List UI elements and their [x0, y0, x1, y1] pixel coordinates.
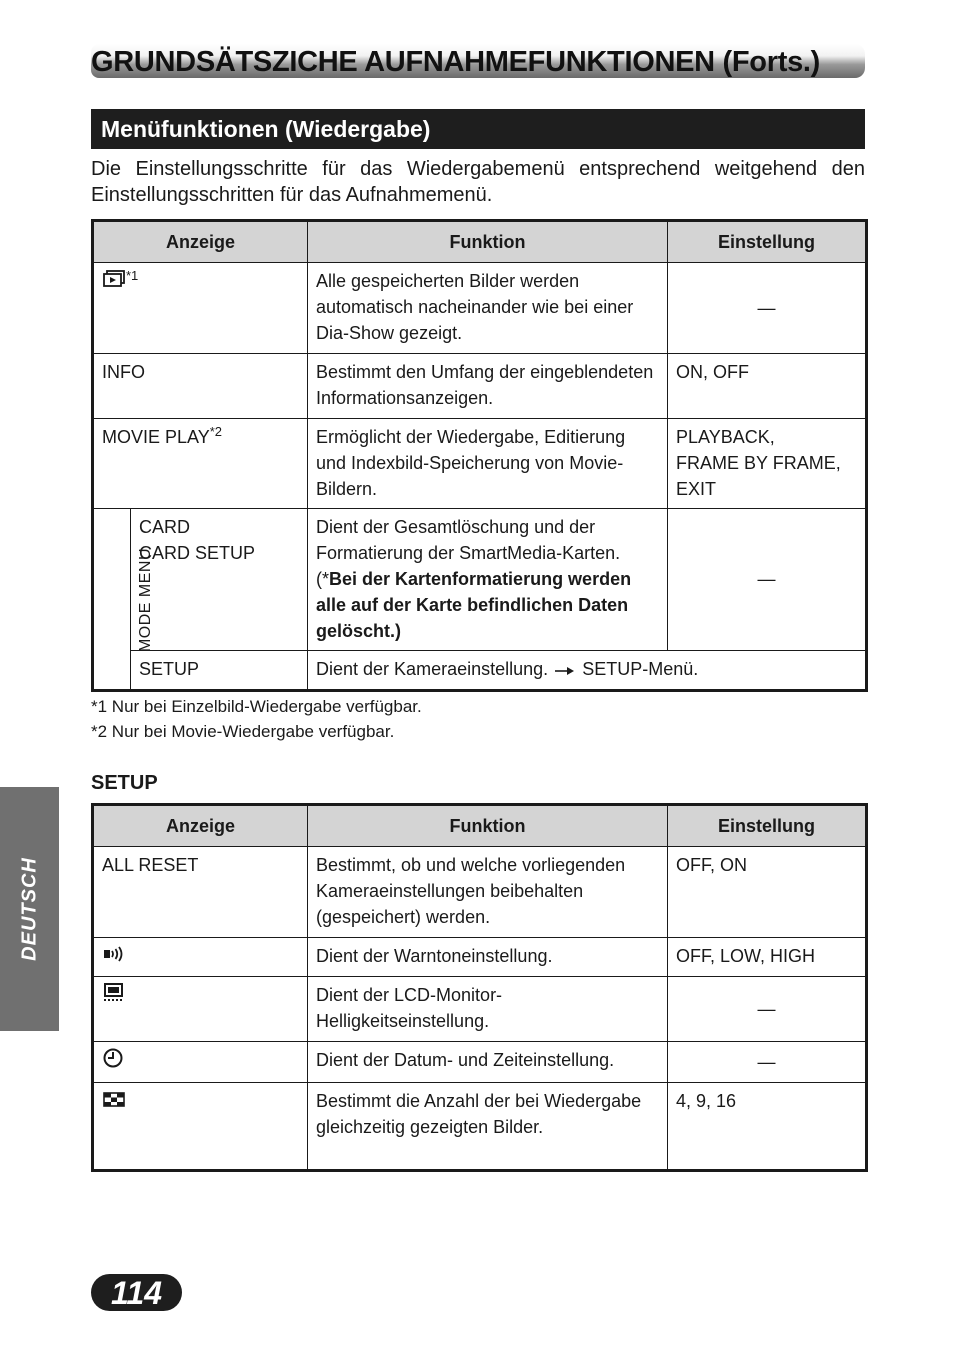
funktion-warning: Bei der Kartenformatierung werden alle auf der Karte befindlichen Daten gelöscht.): [316, 569, 632, 641]
arrow-right-icon: [555, 657, 575, 683]
page-number-badge: [91, 1274, 182, 1311]
table-row: [93, 938, 867, 977]
funktion-cell: Bestimmt, ob und welche vorliegenden Kameraeinstellungen beibehalten (gespeichert) werden.: [308, 847, 668, 938]
funktion-cell: Bestimmt den Umfang der eingeblendeten Informationsanzeigen.: [308, 354, 668, 419]
column-header-funktion: Funktion: [308, 805, 668, 847]
page-number: 114: [110, 1275, 162, 1311]
language-label: DEUTSCH: [18, 857, 40, 961]
setup-table: [91, 803, 868, 1172]
einstellung-cell: —: [668, 263, 867, 354]
einstellung-line: FRAME BY FRAME,: [676, 453, 841, 473]
anzeige-line: CARD: [139, 517, 191, 537]
funktion-cell: Dient der Warntoneinstellung.: [308, 938, 668, 977]
einstellung-cell: OFF, ON: [668, 847, 867, 938]
table-row: [93, 263, 867, 354]
einstellung-line: PLAYBACK,: [676, 427, 775, 447]
speaker-beep-icon: [102, 944, 126, 970]
language-side-tab: [0, 787, 59, 1031]
einstellung-cell: ON, OFF: [668, 354, 867, 419]
anzeige-cell: [93, 938, 308, 977]
footnote-1: *1 Nur bei Einzelbild-Wiedergabe verfügbar.: [91, 697, 422, 716]
column-header-einstellung: Einstellung: [668, 221, 867, 263]
funktion-target: SETUP-Menü.: [582, 659, 699, 679]
table-row: [93, 847, 867, 938]
table-row: [93, 354, 867, 419]
slideshow-playback-icon: [102, 269, 126, 296]
funktion-cell: Alle gespeicherten Bilder werden automatisch nacheinander wie bei einer Dia-Show gezeigt.: [308, 263, 668, 354]
funktion-text: Dient der Gesamtlöschung und der Formatierung der SmartMedia-Karten. (*: [316, 517, 621, 589]
mode-menu-label: MODE MENU: [137, 548, 155, 653]
anzeige-cell: SETUP: [131, 651, 308, 691]
footnote-marker: *2: [209, 424, 222, 439]
clock-icon: [102, 1047, 124, 1076]
footnote-marker: *1: [126, 268, 139, 283]
table-row: [93, 977, 867, 1042]
setup-heading: SETUP: [91, 772, 158, 794]
mode-menu-group-cell: [93, 509, 155, 691]
anzeige-line: CARD SETUP: [139, 543, 256, 563]
anzeige-cell: [93, 977, 308, 1042]
page-title-banner: [91, 44, 865, 78]
footnote-2: *2 Nur bei Movie-Wiedergabe verfügbar.: [91, 722, 395, 741]
einstellung-cell: —: [668, 977, 867, 1042]
anzeige-cell: INFO: [93, 354, 308, 419]
einstellung-cell: —: [668, 1042, 867, 1083]
table-header-row: [93, 805, 867, 847]
einstellung-line: EXIT: [676, 479, 717, 499]
table-row: [93, 1083, 867, 1171]
table-row: [93, 651, 867, 691]
index-grid-icon: [102, 1090, 126, 1116]
funktion-cell: [308, 509, 668, 651]
einstellung-cell: —: [668, 509, 867, 651]
funktion-cell: [308, 651, 867, 691]
einstellung-cell: [668, 419, 867, 509]
column-header-anzeige: Anzeige: [93, 805, 308, 847]
funktion-cell: Ermöglicht der Wiedergabe, Editierung und Indexbild-Speicherung von Movie-Bildern.: [308, 419, 668, 509]
table-header-row: [93, 221, 867, 263]
anzeige-cell: [93, 263, 308, 354]
playback-menu-table: [91, 219, 868, 692]
lcd-monitor-icon: [102, 982, 126, 1011]
footnotes: [91, 694, 422, 744]
intro-paragraph: Die Einstellungsschritte für das Wiedergabemenü entsprechend weitgehend den Einstellungsschritten für das Aufnahmemenü.: [91, 158, 865, 206]
column-header-einstellung: Einstellung: [668, 805, 867, 847]
anzeige-label: MOVIE PLAY: [102, 427, 210, 447]
anzeige-cell: [93, 419, 308, 509]
anzeige-cell: [93, 1042, 308, 1083]
anzeige-cell: ALL RESET: [93, 847, 308, 938]
table-row: [93, 419, 867, 509]
column-header-anzeige: Anzeige: [93, 221, 308, 263]
funktion-cell: Dient der LCD-Monitor-Helligkeitseinstellung.: [308, 977, 668, 1042]
table-row: [93, 509, 867, 651]
funktion-cell: Bestimmt die Anzahl der bei Wiedergabe gleichzeitig gezeigten Bilder.: [308, 1083, 668, 1171]
einstellung-cell: OFF, LOW, HIGH: [668, 938, 867, 977]
section-title: Menüfunktionen (Wiedergabe): [101, 116, 431, 142]
column-header-funktion: Funktion: [308, 221, 668, 263]
section-header: [91, 109, 865, 149]
anzeige-cell: [93, 1083, 308, 1171]
einstellung-cell: 4, 9, 16: [668, 1083, 867, 1171]
table-row: [93, 1042, 867, 1083]
funktion-cell: Dient der Datum- und Zeiteinstellung.: [308, 1042, 668, 1083]
funktion-text: Dient der Kameraeinstellung.: [316, 659, 549, 679]
page-title: GRUNDSÄTSZICHE AUFNAHMEFUNKTIONEN (Forts.): [91, 46, 821, 78]
